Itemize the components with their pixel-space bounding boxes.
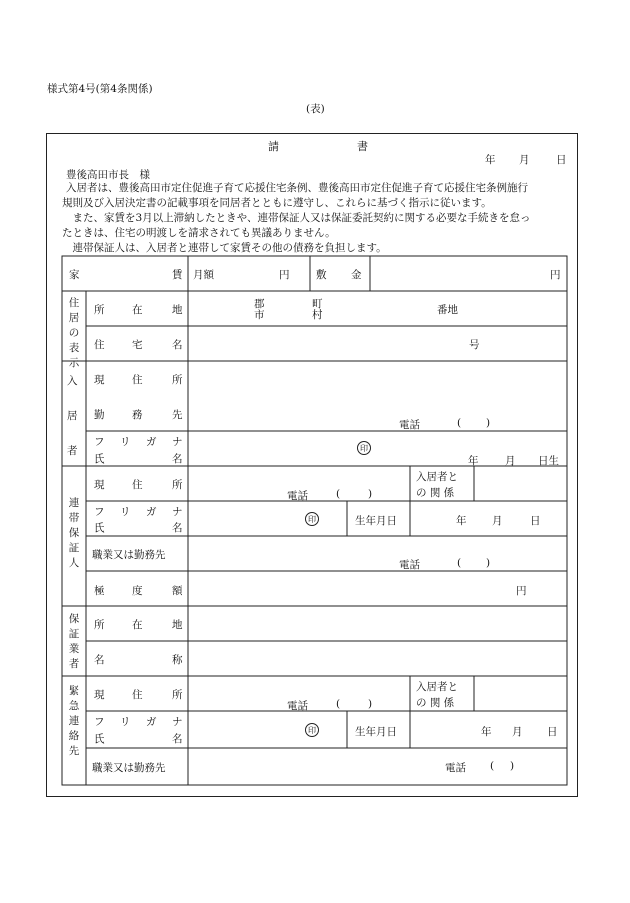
occupant-name-label: 氏 [94, 453, 105, 465]
birth-year-label: 年 [481, 726, 492, 738]
body-line: たときは、住宅の明渡しを請求されても異議ありません。 [62, 227, 336, 239]
guarantor-birthdate-label: 生年月日 [355, 515, 397, 527]
birth-month-label: 月 [505, 455, 516, 467]
emergency-furigana-label: ガ [146, 716, 157, 728]
emergency-group-label: 緊急連絡先 [68, 685, 80, 757]
guarantor-name-label: 名 [172, 522, 183, 534]
guarantor-furigana-label: ナ [172, 506, 183, 518]
paren-open: ( [490, 760, 495, 772]
paren-open: ( [336, 488, 341, 500]
guarantor-name-label: 氏 [94, 522, 105, 534]
date-day-label: 日 [556, 154, 567, 166]
birth-month-label: 月 [492, 515, 503, 527]
occupant-address-label: 所 [172, 374, 183, 386]
residence-group-label: 住居の表示 [68, 297, 80, 369]
guarantor-furigana-label: ガ [146, 506, 157, 518]
emergency-furigana-label: リ [120, 716, 131, 728]
limit-amount-label: 度 [132, 585, 143, 597]
paren-open: ( [457, 417, 462, 429]
emergency-furigana-label: ナ [172, 716, 183, 728]
company-location-label: 在 [132, 619, 143, 631]
date-year-label: 年 [485, 154, 496, 166]
limit-amount-label: 額 [172, 585, 183, 597]
occupant-furigana-label: ガ [146, 436, 157, 448]
guarantor-phone-label: 電話 [287, 490, 308, 502]
body-line: 入居者は、豊後高田市定住促進子育て応援住宅条例、豊後高田市定住促進子育て応援住宅条例施行 [66, 182, 528, 194]
seal-mark-icon: 印 [305, 512, 319, 526]
occupant-work-label: 勤 [94, 409, 105, 421]
occupant-name-label: 名 [172, 453, 183, 465]
monthly-label: 月額 [193, 269, 214, 281]
rent-label-2: 賃 [172, 269, 183, 281]
occupant-work-label: 務 [132, 409, 143, 421]
page-side-label: (表) [306, 103, 325, 115]
guarantor-relation-label: 入居者と [416, 471, 458, 483]
guarantor-furigana-label: フ [94, 506, 105, 518]
company-name-label: 称 [172, 654, 183, 666]
housing-name-label: 名 [172, 339, 183, 351]
body-line: 規則及び入居決定書の記載事項を同居者とともに遵守し、これらに基づく指示に従います。 [62, 197, 492, 209]
housing-name-label: 宅 [132, 339, 143, 351]
guarantor-occupation-label: 職業又は勤務先 [92, 549, 166, 561]
emergency-address-label: 住 [132, 689, 143, 701]
guarantor-furigana-label: リ [120, 506, 131, 518]
guarantor-work-phone-label: 電話 [399, 559, 420, 571]
occupant-work-label: 先 [172, 409, 183, 421]
emergency-furigana-label: フ [94, 716, 105, 728]
body-line: 連帯保証人は、入居者と連帯して家賃その他の債務を負担します。 [62, 242, 387, 254]
form-number: 様式第4号(第4条関係) [47, 83, 153, 95]
emergency-relation-label: の 関 係 [416, 697, 455, 709]
paren-close: ) [368, 698, 373, 710]
birth-day-label: 日 [547, 726, 558, 738]
emergency-work-phone-label: 電話 [445, 762, 466, 774]
deposit-label-2: 金 [351, 269, 362, 281]
monthly-yen: 円 [279, 269, 290, 281]
emergency-address-label: 現 [94, 689, 105, 701]
paren-close: ) [510, 760, 515, 772]
addressee: 豊後高田市長 様 [66, 169, 150, 181]
birth-year-label: 年 [456, 515, 467, 527]
seal-mark-icon: 印 [305, 723, 319, 737]
deposit-label-1: 敷 [316, 269, 327, 281]
birth-year-label: 年 [468, 455, 479, 467]
emergency-occupation-label: 職業又は勤務先 [92, 762, 166, 774]
paren-close: ) [486, 557, 491, 569]
occupant-address-label: 住 [132, 374, 143, 386]
gun-label: 郡 [254, 298, 265, 310]
paren-close: ) [368, 488, 373, 500]
emergency-address-label: 所 [172, 689, 183, 701]
guarantor-address-label: 所 [172, 479, 183, 491]
guarantor-relation-label: の 関 係 [416, 487, 455, 499]
go-label: 号 [469, 339, 480, 351]
residence-location-label: 在 [132, 304, 143, 316]
occupant-furigana-label: フ [94, 436, 105, 448]
mura-label: 村 [312, 309, 323, 321]
residence-location-label: 地 [172, 304, 183, 316]
emergency-birthdate-label: 生年月日 [355, 726, 397, 738]
deposit-yen: 円 [550, 269, 561, 281]
title-part-1: 請 [268, 140, 279, 153]
occupant-group-label: 者 [67, 445, 78, 457]
guarantor-group-label: 連帯保証人 [68, 497, 80, 569]
company-location-label: 所 [94, 619, 105, 631]
body-line: また、家賃を3月以上滞納したときや、連帯保証人又は保証委託契約に関する必要な手続きを怠っ [62, 212, 531, 224]
occupant-phone-label: 電話 [399, 419, 420, 431]
occupant-group-label: 入 [67, 375, 78, 387]
company-name-label: 名 [94, 654, 105, 666]
occupant-furigana-label: ナ [172, 436, 183, 448]
occupant-group-label: 居 [67, 410, 78, 422]
guarantee-company-group-label: 保証業者 [68, 613, 80, 670]
date-month-label: 月 [519, 154, 530, 166]
emergency-relation-label: 入居者と [416, 681, 458, 693]
birth-month-label: 月 [512, 726, 523, 738]
limit-amount-label: 極 [94, 585, 105, 597]
occupant-furigana-label: リ [120, 436, 131, 448]
title-part-2: 書 [357, 140, 368, 153]
paren-open: ( [336, 698, 341, 710]
birth-day-label: 日生 [538, 455, 559, 467]
limit-yen: 円 [516, 585, 527, 597]
seal-mark-icon: 印 [357, 441, 371, 455]
paren-close: ) [486, 417, 491, 429]
emergency-name-label: 名 [172, 733, 183, 745]
banchi-label: 番地 [437, 304, 458, 316]
guarantor-address-label: 住 [132, 479, 143, 491]
occupant-address-label: 現 [94, 374, 105, 386]
machi-label: 町 [312, 298, 323, 310]
guarantor-address-label: 現 [94, 479, 105, 491]
company-location-label: 地 [172, 619, 183, 631]
paren-open: ( [457, 557, 462, 569]
emergency-name-label: 氏 [94, 733, 105, 745]
birth-day-label: 日 [530, 515, 541, 527]
emergency-phone-label: 電話 [287, 700, 308, 712]
housing-name-label: 住 [94, 339, 105, 351]
residence-location-label: 所 [94, 304, 105, 316]
rent-label-1: 家 [69, 269, 80, 281]
shi-label: 市 [254, 309, 265, 321]
